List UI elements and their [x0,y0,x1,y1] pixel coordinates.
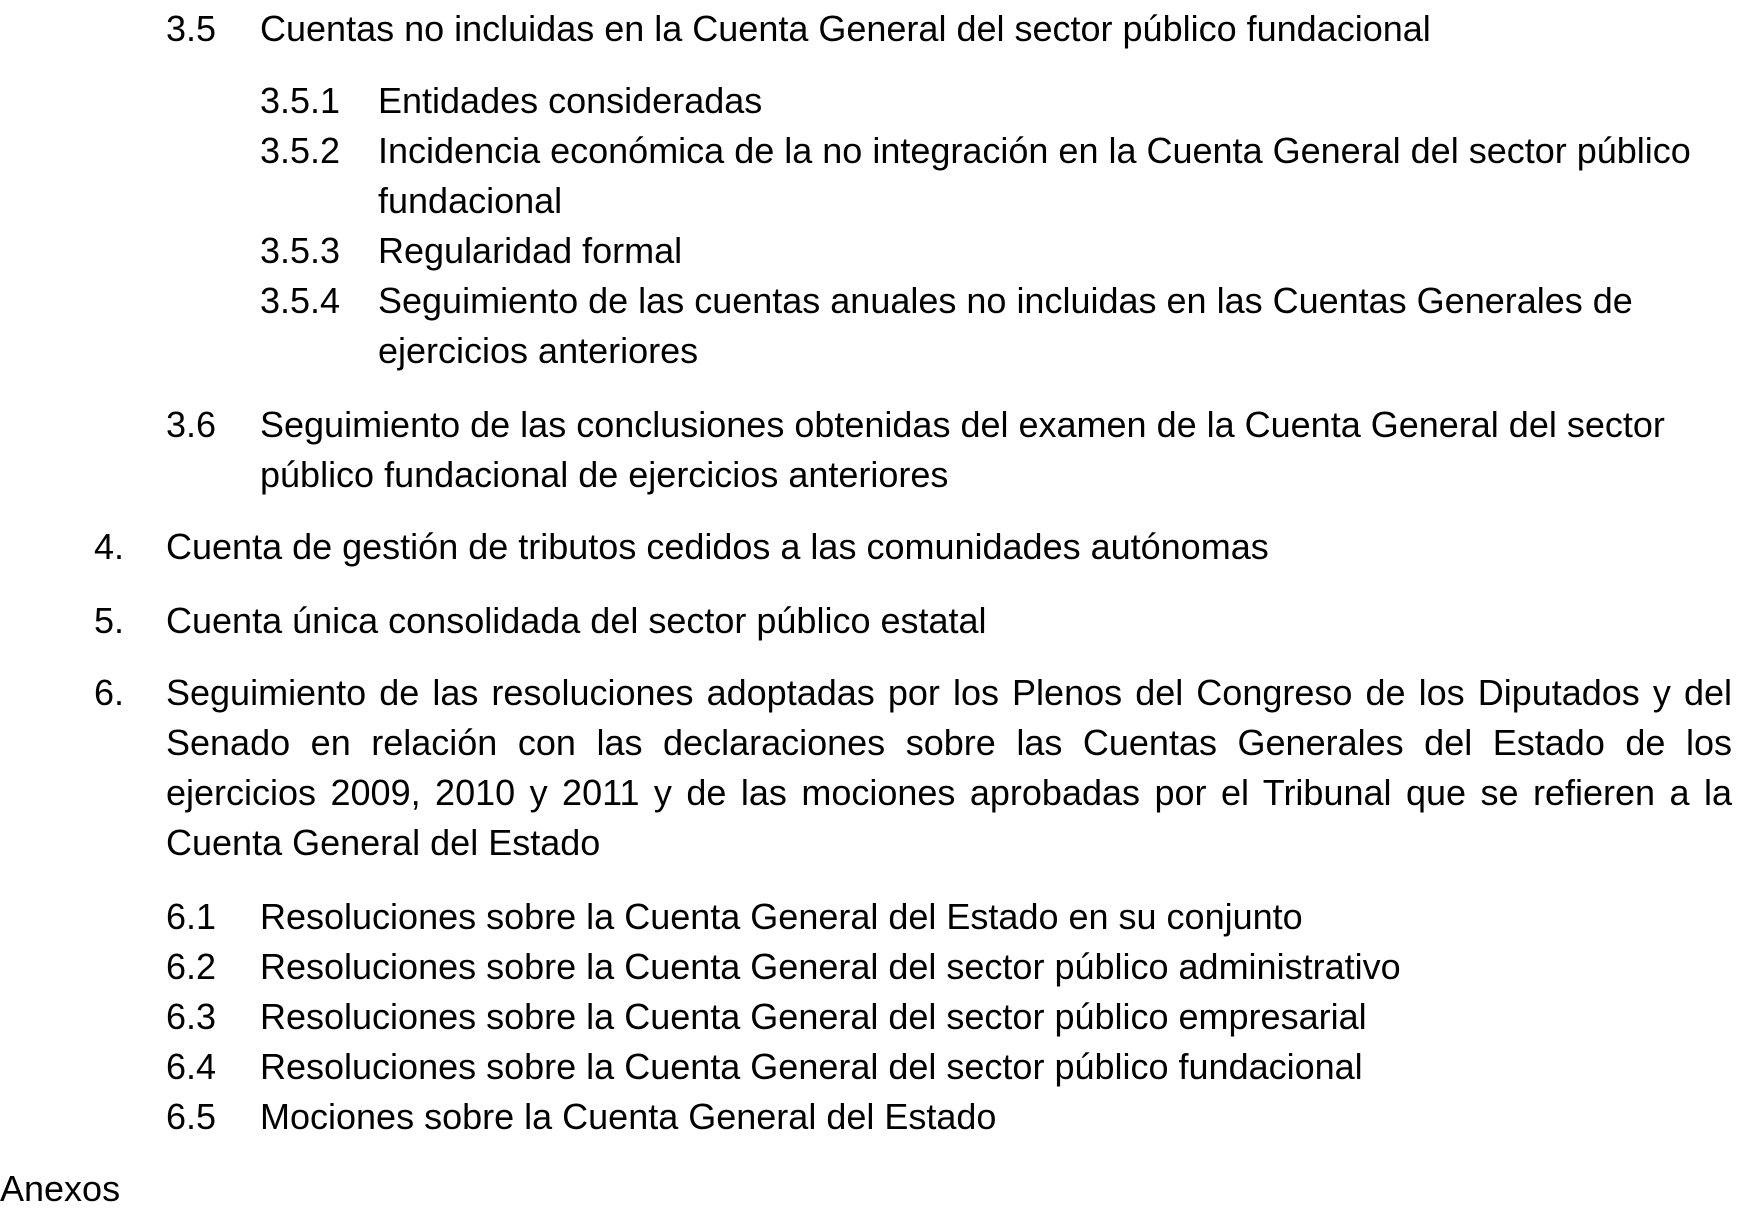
section-number: 6. [94,672,125,713]
toc-entry-3-5-3 [260,226,1732,276]
toc-entry-3-5 [166,4,1732,54]
section-number: 6.4 [166,1046,217,1087]
toc-entry-3-5-2 [260,126,1732,226]
section-title: Seguimiento de las conclusiones obtenidas del examen de la Cuenta General del sector público fundacional de ejercicios anteriores [260,404,1665,495]
toc-entry-6 [94,668,1732,868]
toc-entry-3-6 [166,400,1732,500]
toc-entry-6-4 [166,1042,1732,1092]
toc-entry-6-2 [166,942,1732,992]
toc-entry-6-5 [166,1092,1732,1142]
toc-entry-3-5-4 [260,276,1732,376]
toc-entry-6-1 [166,892,1732,942]
section-title: Cuentas no incluidas en la Cuenta General del sector público fundacional [260,8,1431,49]
section-number: 4. [94,526,125,567]
section-number: 3.5 [166,8,217,49]
section-title: Mociones sobre la Cuenta General del Estado [260,1096,997,1137]
section-number: 6.2 [166,946,217,987]
section-title: Resoluciones sobre la Cuenta General del sector público administrativo [260,946,1401,987]
toc-entry-5 [94,596,1732,646]
toc-entry-3-5-1 [260,76,1732,126]
section-title: Regularidad formal [378,230,683,271]
section-title: Cuenta de gestión de tributos cedidos a las comunidades autónomas [166,526,1269,567]
toc-entry-6-3 [166,992,1732,1042]
section-title: Incidencia económica de la no integración en la Cuenta General del sector público fundacional [378,130,1691,221]
section-number: 3.5.3 [260,230,341,271]
section-title: Cuenta única consolidada del sector público estatal [166,600,987,641]
section-number: 3.6 [166,404,217,445]
section-title: Entidades consideradas [378,80,763,121]
section-title: Seguimiento de las resoluciones adoptadas por los Plenos del Congreso de los Diputados y del Senado en relación con las declaraciones sobre las Cuentas Generales del Estado de los ejercicios 2009, 2010 y 2011 y de las mociones aprobadas por el Tribunal que se refieren a la Cuenta General del Estado [166,672,1732,863]
section-number: 3.5.1 [260,80,341,121]
section-title: Resoluciones sobre la Cuenta General del sector público empresarial [260,996,1367,1037]
toc-entry-4 [94,522,1732,572]
section-title: Resoluciones sobre la Cuenta General del sector público fundacional [260,1046,1363,1087]
section-number: 6.3 [166,996,217,1037]
section-number: 6.1 [166,896,217,937]
section-title: Resoluciones sobre la Cuenta General del Estado en su conjunto [260,896,1303,937]
section-title: Seguimiento de las cuentas anuales no incluidas en las Cuentas Generales de ejercicios anteriores [378,280,1633,371]
annexes-heading: Anexos [0,1168,121,1209]
section-number: 3.5.4 [260,280,341,321]
section-number: 3.5.2 [260,130,341,171]
section-number: 5. [94,600,125,641]
section-number: 6.5 [166,1096,217,1137]
